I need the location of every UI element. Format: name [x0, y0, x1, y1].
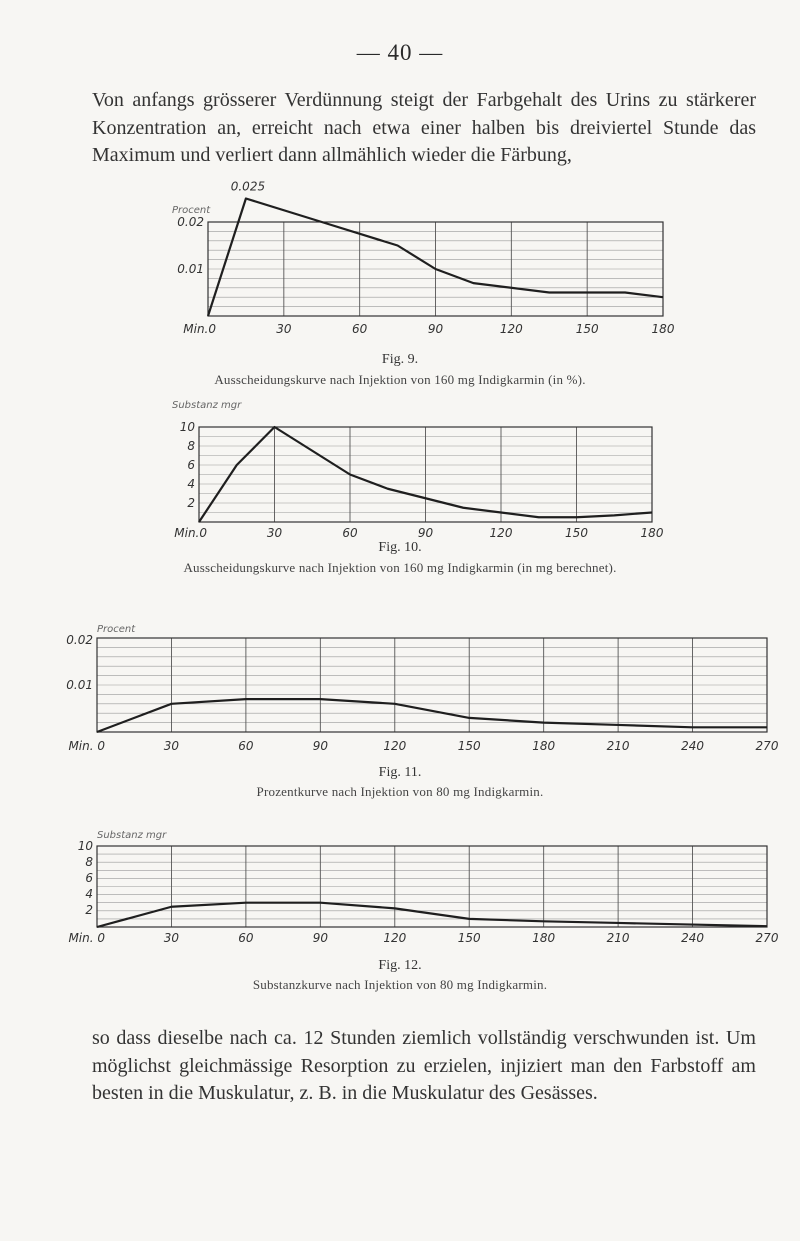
- fig9-x-tick-label: 180: [651, 322, 675, 336]
- fig12-y-tick-label: 2: [85, 903, 93, 917]
- fig10-y-unit-label: Substanz mgr: [172, 400, 242, 411]
- fig10-x-tick-label: Min.0: [174, 526, 207, 540]
- fig10-x-tick-label: 30: [266, 526, 283, 540]
- fig12-x-tick-label: 120: [383, 931, 407, 945]
- fig11-x-tick-label: 150: [457, 739, 481, 753]
- fig11-y-unit-label: Procent: [97, 624, 136, 635]
- fig11-x-tick-label: 210: [606, 739, 630, 753]
- fig11-x-tick-label: 90: [312, 739, 328, 753]
- fig12-x-tick-label: 240: [681, 931, 705, 945]
- fig9-y-tick-label: 0.02: [177, 215, 204, 229]
- fig11-x-tick-label: 30: [163, 739, 180, 753]
- fig10-caption: Ausscheidungskurve nach Injektion von 160 mg Indigkarmin (in mg berechnet).: [183, 560, 617, 575]
- fig11-x-tick-label: 180: [532, 739, 556, 753]
- fig9-x-tick-label: 150: [575, 322, 599, 336]
- fig9-x-tick-label: Min.0: [183, 322, 216, 336]
- fig12-x-tick-label: 210: [606, 931, 630, 945]
- fig12-y-tick-label: 4: [85, 887, 93, 901]
- fig9-number: Fig. 9.: [381, 352, 419, 367]
- fig10-y-tick-label: 8: [187, 439, 195, 453]
- fig9-chart: [172, 180, 675, 337]
- fig12-x-tick-label: 60: [238, 931, 254, 945]
- fig11-chart: [66, 624, 779, 753]
- fig12-y-tick-label: 8: [85, 855, 93, 869]
- fig9-x-tick-label: 60: [352, 322, 368, 336]
- fig11-caption: Prozentkurve nach Injektion von 80 mg Indigkarmin.: [256, 784, 544, 799]
- fig12-caption: Substanzkurve nach Injektion von 80 mg Indigkarmin.: [252, 977, 548, 992]
- fig12-y-tick-label: 6: [85, 871, 93, 885]
- fig11-x-tick-label: 270: [755, 739, 779, 753]
- page-number: — 40 —: [356, 40, 444, 65]
- fig12-curve-line: [97, 903, 767, 927]
- fig12-y-unit-label: Substanz mgr: [97, 830, 167, 841]
- fig9-x-tick-label: 120: [499, 322, 523, 336]
- top-paragraph: Von anfangs grösserer Verdünnung steigt der Farbgehalt des Urins zu stärkerer Konzentration an, erreicht nach etwa einer halben bis dreiviertel Stunde das Maximum und verliert dann allmählich wieder die Färbung,: [92, 89, 756, 166]
- bottom-paragraph: so dass dieselbe nach ca. 12 Stunden ziemlich vollständig verschwunden ist. Um möglichst gleichmässige Resorption zu erzielen, injiziert man den Farbstoff am besten in die Muskulatur, z. B. in die Muskulatur des Gesässes.: [92, 1027, 756, 1104]
- fig10-y-tick-label: 4: [187, 477, 195, 491]
- fig12-x-tick-label: Min. 0: [68, 931, 105, 945]
- fig11-x-tick-label: 240: [681, 739, 705, 753]
- fig10-y-tick-label: 2: [187, 496, 195, 510]
- fig10-x-tick-label: 150: [565, 526, 588, 540]
- fig10-x-tick-label: 180: [640, 526, 664, 540]
- fig10-chart: [172, 400, 664, 540]
- fig12-x-tick-label: 150: [457, 931, 481, 945]
- fig12-x-tick-label: 30: [163, 931, 180, 945]
- fig9-y-unit-label: Procent: [172, 205, 211, 216]
- fig10-y-tick-label: 10: [179, 420, 195, 434]
- fig10-number: Fig. 10.: [378, 540, 422, 555]
- fig11-x-tick-label: 120: [383, 739, 407, 753]
- fig11-x-tick-label: Min. 0: [68, 739, 105, 753]
- fig10-x-tick-label: 120: [489, 526, 513, 540]
- fig12-y-tick-label: 10: [77, 839, 93, 853]
- fig12-x-tick-label: 180: [532, 931, 556, 945]
- fig9-caption: Ausscheidungskurve nach Injektion von 160 mg Indigkarmin (in %).: [214, 372, 586, 387]
- fig12-x-tick-label: 270: [755, 931, 779, 945]
- fig11-y-tick-label: 0.02: [66, 633, 93, 647]
- fig9-peak-label: 0.025: [230, 179, 266, 194]
- fig10-x-tick-label: 60: [342, 526, 358, 540]
- fig10-x-tick-label: 90: [417, 526, 434, 540]
- fig11-x-tick-label: 60: [238, 739, 254, 753]
- fig11-y-tick-label: 0.01: [66, 678, 93, 692]
- fig12-chart: [68, 830, 778, 945]
- fig11-number: Fig. 11.: [378, 765, 422, 780]
- fig9-x-tick-label: 90: [427, 322, 444, 336]
- fig9-x-tick-label: 30: [276, 322, 292, 336]
- fig12-x-tick-label: 90: [312, 931, 328, 945]
- fig12-number: Fig. 12.: [378, 958, 422, 973]
- fig9-y-tick-label: 0.01: [177, 262, 204, 276]
- fig10-y-tick-label: 6: [187, 458, 195, 472]
